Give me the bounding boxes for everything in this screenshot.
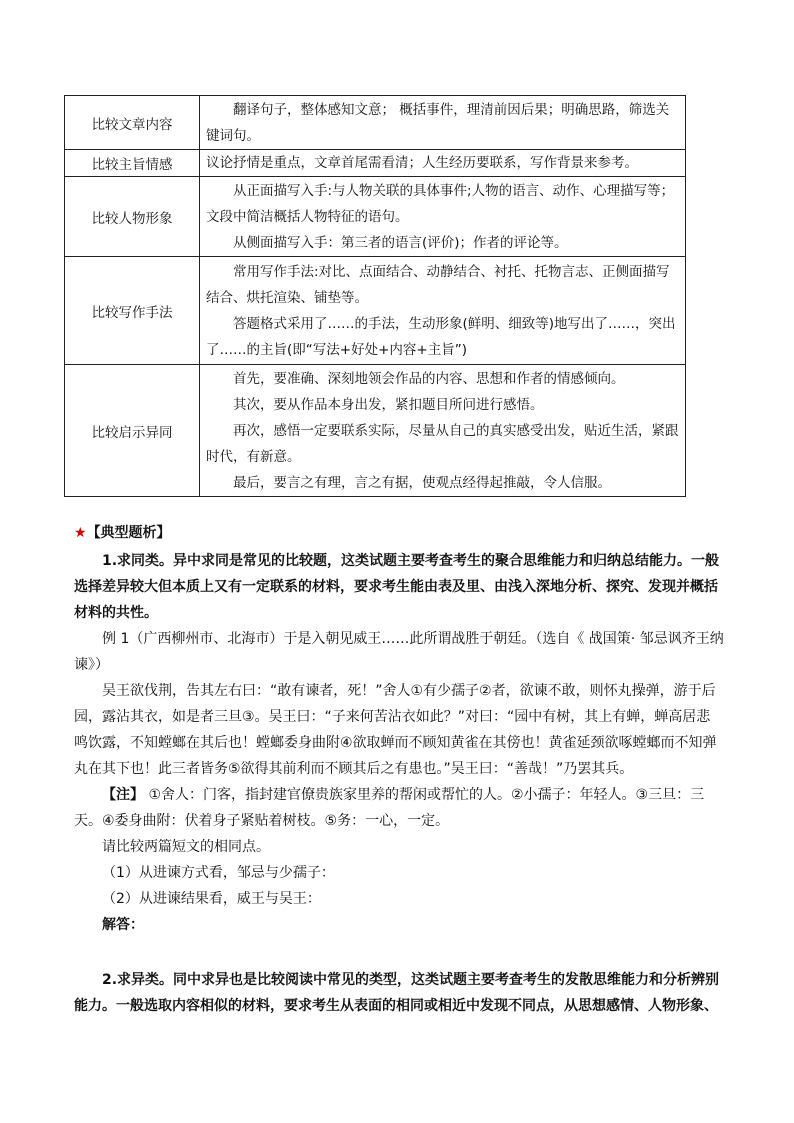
row-paragraph: 从正面描写入手:与人物关联的具体事件;人物的语言、动作、心理描写等；文段中简洁概括人物特征的语句。 <box>206 182 675 225</box>
note-label: 【注】 <box>102 787 144 803</box>
comparison-table <box>64 95 686 497</box>
method-paragraph: 2.求异类。同中求异也是比较阅读中常见的类型，这类试题主要考查考生的发散思维能力和分析辨别能力。一般选取内容相似的材料，要求考生从表面的相同或相近中发现不同点，从思想感情、人物形象、 <box>74 972 720 1014</box>
question-item: （2）从进谏结果看，威王与吴王： <box>102 891 321 907</box>
row-label: 比较写作手法 <box>65 257 200 365</box>
table-row <box>65 257 686 365</box>
row-paragraph: 其次，要从作品本身出发，紧扣题目所问进行感悟。 <box>233 396 544 413</box>
row-label: 比较人物形象 <box>65 177 200 257</box>
question-intro: 请比较两篇短文的相同点。 <box>102 839 270 855</box>
row-paragraph: 常用写作手法:对比、点面结合、动静结合、衬托、托物言志、正侧面描写结合、烘托渲染、铺垫等。 <box>206 263 670 306</box>
note-text: ①舍人：门客，指封建官僚贵族家里养的帮闲或帮忙的人。②小孺子：年轻人。③三旦：三天。④委身曲附：伏着身子紧贴着树枝。⑤务：一心，一定。 <box>74 787 705 829</box>
table-row <box>65 150 686 177</box>
row-paragraph: 从侧面描写入手：第三者的语言(评价)；作者的评论等。 <box>233 234 568 251</box>
row-paragraph: 再次，感悟一定要联系实际，尽量从自己的真实感受出发，贴近生活，紧跟时代，有新意。 <box>206 422 679 465</box>
story-paragraph: 吴王欲伐荆，告其左右曰：“敢有谏者，死！”舍人①有少孺子②者，欲谏不敢，则怀丸操弹，游于后园，露沾其衣，如是者三旦③。吴王曰：“子来何苦沾衣如此？”对曰：“园中有树，其上有蝉，蝉高居悲鸣饮露，不知螳螂在其后也！螳螂委身曲附④欲取蝉而不顾知黄雀在其傍也！黄雀延颈欲啄螳螂而不知弹丸在其下也！此三者皆务⑤欲得其前利而不顾其后之有患也。”吴王曰：“善哉！”乃罢其兵。 <box>74 683 717 777</box>
answer-label: 解答： <box>102 917 144 933</box>
row-content <box>200 365 686 497</box>
table-row <box>65 365 686 497</box>
star-icon: ★ <box>74 525 87 541</box>
row-content <box>200 150 686 177</box>
section-heading <box>74 522 171 542</box>
row-paragraph: 答题格式采用了……的手法，生动形象(鲜明、细致等)地写出了……，突出了……的主旨(即“写法+好处+内容+主旨”) <box>206 315 676 358</box>
table-row <box>65 177 686 257</box>
row-label: 比较文章内容 <box>65 96 200 150</box>
row-paragraph: 议论抒情是重点，文章首尾需看清；人生经历要联系，写作背景来参考。 <box>206 155 638 171</box>
row-paragraph: 首先，要准确、深刻地领会作品的内容、思想和作者的情感倾向。 <box>233 370 625 387</box>
method-paragraph: 1.求同类。异中求同是常见的比较题，这类试题主要考查考生的聚合思维能力和归纳总结能力。一般选择差异较大但本质上又有一定联系的材料，要求考生能由表及里、由浅入深地分析、探究、发现并概括材料的共性。 <box>74 553 720 621</box>
row-content <box>200 96 686 150</box>
example-heading: 例 1（广西柳州市、北海市）于是入朝见威王……此所谓战胜于朝廷。（选自《 战国策· 邹忌讽齐王纳谏》） <box>74 631 724 673</box>
row-label: 比较启示异同 <box>65 365 200 497</box>
row-paragraph: 翻译句子，整体感知文意； 概括事件，理清前因后果；明确思路，筛选关键词句。 <box>206 101 670 144</box>
question-item: （1）从进谏方式看，邹忌与少孺子： <box>102 865 335 881</box>
row-paragraph: 最后，要言之有理，言之有据，使观点经得起推敲，令人信服。 <box>233 474 611 491</box>
row-content <box>200 257 686 365</box>
article-body-continued <box>74 967 724 1019</box>
note-paragraph <box>74 782 724 834</box>
article-body <box>74 548 724 938</box>
row-content <box>200 177 686 257</box>
section-title: 【典型题析】 <box>86 525 171 541</box>
row-label: 比较主旨情感 <box>65 150 200 177</box>
table-row <box>65 96 686 150</box>
